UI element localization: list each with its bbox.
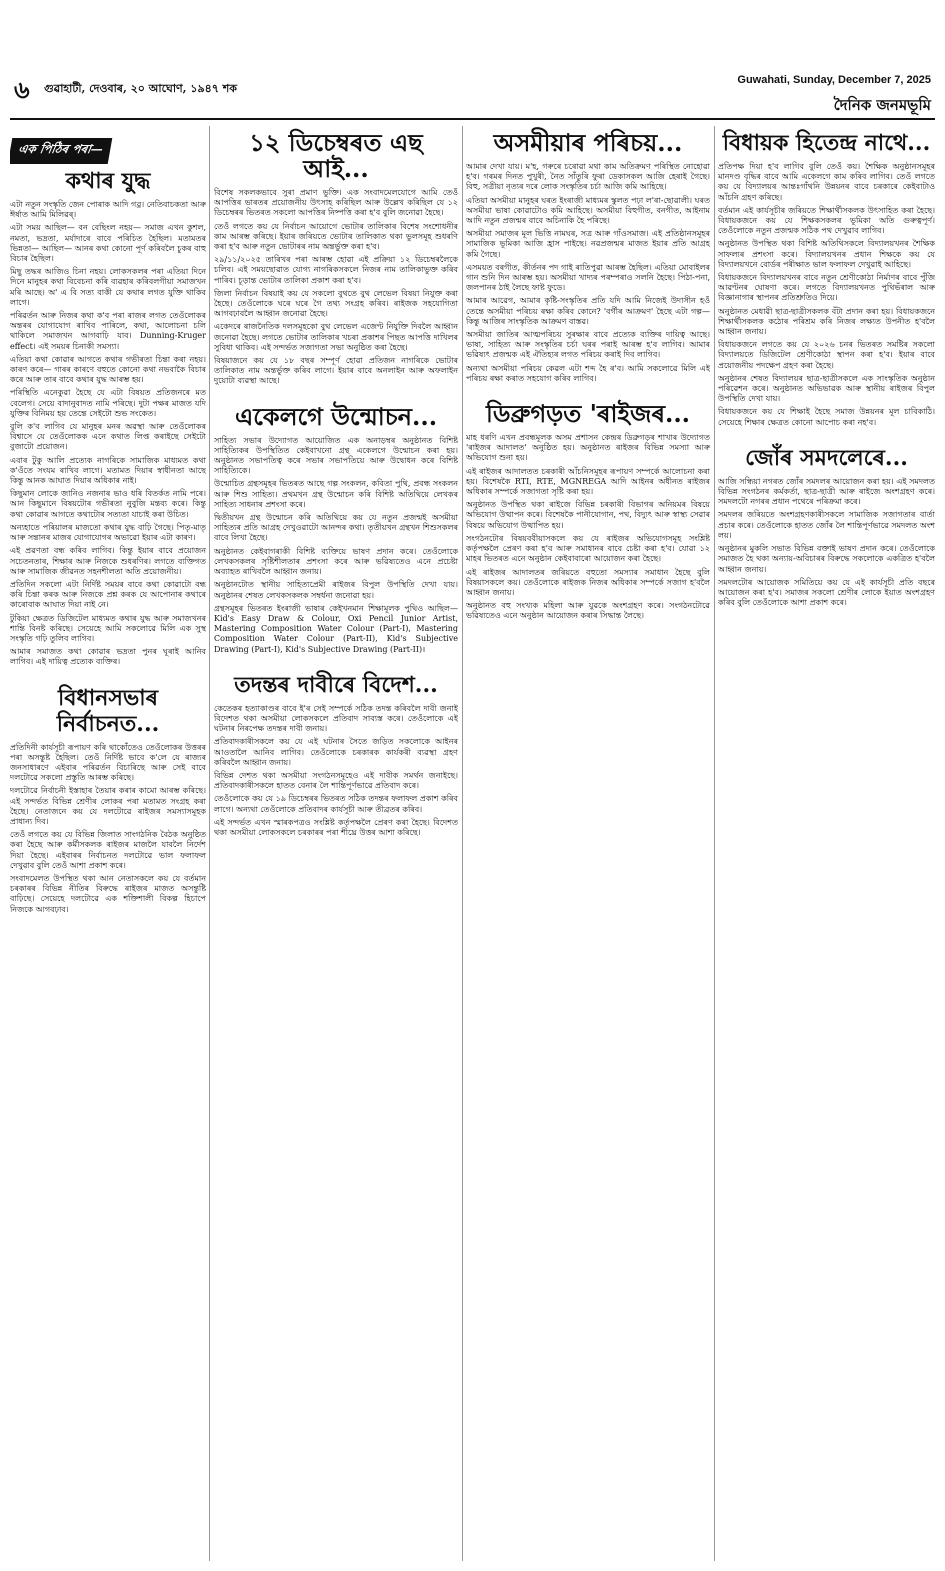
paragraph: সাহিত্য সভাৰ উদ্যোগত আয়োজিত এক অনাড়ম্বৰ অনুষ্ঠানত বিশিষ্ট সাহিত্যিকৰ উপস্থিতিত কেইবাখনো গ্ৰন্থ একেলগে উন্মোচন কৰা হয়। অনুষ্ঠানত সভাপতিত্ব কৰে সভাৰ সভাপতিয়ে আৰু উদ্বোধন কৰে বিশিষ্ট সাহিত্যিকে। bbox=[214, 435, 458, 476]
paragraph: উন্মোচিত গ্ৰন্থসমূহৰ ভিতৰত আছে গল্প সংকলন, কবিতা পুথি, প্ৰবন্ধ সংকলন আৰু শিশু সাহিত্য। প্ৰথমখন গ্ৰন্থ উন্মোচন কৰি বিশিষ্ট অতিথিয়ে লেখকৰ সাহিত্য সাধনাৰ প্ৰশংসা কৰে। bbox=[214, 479, 458, 509]
paragraph: অনুষ্ঠানৰ শেষত বিদ্যালয়ৰ ছাত্ৰ-ছাত্ৰীসকলে এক সাংস্কৃতিক অনুষ্ঠান পৰিৱেশন কৰে। অনুষ্ঠানত অভিভাৱক আৰু স্থানীয় ৰাইজৰ বিপুল উপস্থিতি দেখা যায়। bbox=[718, 373, 935, 404]
paragraph: এতিয়া কথা কোৱাৰ আগতে কথাৰ গভীৰতা চিন্তা কৰা নহয়। কাৰণ কৰে— গাৰৰ কাৰণে বহুতে কোনো কথা নভবাকৈ বিচাৰ কৰে আৰু তাৰ বাবে কথাৰ যুদ্ধ আৰম্ভ হয়। bbox=[10, 354, 206, 385]
paragraph: মাহ ধৰণি এখন প্ৰবন্ধমূলক অসম প্ৰশাসন কেন্দ্ৰৰ ডিব্ৰুগড়ৰ শাখাৰ উদ্যোগত 'ৰাইজৰ আদালত' অনুষ্ঠিত হয়। অনুষ্ঠানত ৰাইজৰ বিভিন্ন সমস্যা আৰু অভিযোগ শুনা হয়। bbox=[466, 433, 710, 463]
paragraph: অসমীয়া সমাজৰ মূল ভিত্তি নামঘৰ, সত্ৰ আৰু গাঁওসমাজ। এই প্ৰতিষ্ঠানসমূহৰ সামাজিক ভূমিকা আজি হ্ৰাস পাইছে। নৱপ্ৰজন্মৰ মাজত ইয়াৰ প্ৰতি আগ্ৰহ কমি গৈছে। bbox=[466, 229, 710, 259]
paragraph: এটা সময় আছিল— বন বেছিংল নহয়— সমাজ এখন কুশল, নমতা, ভদ্ৰতা, মৰ্যাদাৰে বাবে পৰিচিত হৈছিল। মতামতৰ ভিন্নতা— আছিল— আনৰ কথা কোনো পূৰ্ণ কৰিবলৈ চুকৰ বাহু বিচাৰ হৈছিল। bbox=[10, 223, 206, 264]
dateline-right: Guwahati, Sunday, December 7, 2025 bbox=[737, 74, 931, 86]
column-4 bbox=[718, 126, 935, 1561]
paragraph: এই ৰাইজৰ আদালতৰ জৰিয়তে বহুতো সমস্যাৰ সমাধান হৈছে বুলি বিষয়াসকলে কয়। তেওঁলোকে ৰাইজক নিজৰ অধিকাৰ সম্পৰ্কে সজাগ হ'বলৈ আহ্বান জনায়। bbox=[466, 567, 710, 597]
paragraph: অন্যথা অসমীয়া পৰিচয় কেৱল এটা শব্দ হৈ ৰ'ব। আমি সকলোৱে মিলি এই পৰিচয় ৰক্ষা কৰাত সহযোগ কৰিব লাগিব। bbox=[466, 363, 710, 383]
masthead bbox=[10, 70, 935, 120]
paragraph: অনুষ্ঠানত উপস্থিত থকা ৰাইজে বিভিন্ন চৰকাৰী বিভাগৰ অনিয়মৰ বিষয়ে অভিযোগ উত্থাপন কৰে। বিশেষকৈ পানীযোগান, পথ, বিদ্যুৎ আৰু স্বাস্থ্য সেৱাৰ বিষয়ে অভিযোগ উত্থাপিত হয়। bbox=[466, 500, 710, 530]
paragraph: একেদৰে ৰাজনৈতিক দলসমূহকো বুথ লেভেল এজেণ্ট নিযুক্তি দিবলৈ আহ্বান জনোৱা হৈছে। লগতে ভোটাৰ তালিকাৰ খচৰা প্ৰকাশৰ পিছত আপত্তি দাখিলৰ সুবিধা থাকিব। এই সন্দৰ্ভত সজাগতা সভা অনুষ্ঠিত কৰা হৈছে। bbox=[214, 322, 458, 352]
paragraph: সমদলৰ জৰিয়তে অংশগ্ৰহণকাৰীসকলে সামাজিক সজাগতাৰ বাৰ্তা প্ৰচাৰ কৰে। তেওঁলোকে হাতত জোঁৰ লৈ শান্তিপূৰ্ণভাৱে সমদলত অংশ লয়। bbox=[718, 510, 935, 540]
paragraph: বিধায়কজনে কয় যে শিক্ষাই হৈছে সমাজ উন্নয়নৰ মূল চাবিকাঠি। সেয়েহে শিক্ষাৰ ক্ষেত্ৰত কোনো আপোচ কৰা নহ'ব। bbox=[718, 407, 935, 427]
paragraph: অসমীয়া জাতিৰ আত্মপৰিচয় সুৰক্ষাৰ বাবে প্ৰত্যেক ব্যক্তিৰ দায়িত্ব আছে। ভাষা, সাহিত্য আৰু সংস্কৃতিৰ চৰ্চা ঘৰৰ পৰাই আৰম্ভ হ'ব লাগিব। আমাৰ ভৱিষ্যৎ প্ৰজন্মক এই ঐতিহ্যৰ লগত পৰিচয় কৰাই দিব লাগিব। bbox=[466, 330, 710, 360]
paragraph: আজি সন্ধিয়া নগৰত জোঁৰ সমদলৰ আয়োজন কৰা হয়। এই সমদলত বিভিন্ন সংগঠনৰ কৰ্মকৰ্তা, ছাত্ৰ-ছাত্ৰী আৰু ৰাইজে অংশগ্ৰহণ কৰে। সমদলটো নগৰৰ প্ৰধান পথেৰে পৰিক্ৰমা কৰে। bbox=[718, 476, 935, 507]
column-divider bbox=[462, 126, 463, 1561]
paragraph: সংবাদমেলত উপস্থিত থকা আন নেতাসকলে কয় যে বৰ্তমান চৰকাৰৰ বিভিন্ন নীতিৰ বিৰুদ্ধে ৰাইজৰ মাজত অসন্তুষ্টি বাঢ়িছে। সেয়েহে দলটোৱে এক শক্তিশালী বিকল্প হিচাপে নিজকে আগবঢ়াব। bbox=[10, 873, 206, 914]
paragraph: কেতেকৰ হত্যাকাণ্ডৰ বাবে ই'ৰ সেই সম্পৰ্কে সঠিক তদন্ত কৰিবলৈ দাবী জনাই বিদেশত থকা অসমীয়া লোকসকলে প্ৰতিবাদ সাব্যস্ত কৰে। তেওঁলোকে এই ঘটনাৰ নিৰপেক্ষ তদন্তৰ দাবী জনায়। bbox=[214, 703, 458, 734]
article-title: বিধায়ক হিতেন্দ্ৰ নাথে... bbox=[722, 130, 931, 156]
paragraph: বুলি ক'ব লাগিব যে মানুহৰ মনৰ অৱস্থা আৰু তেওঁলোকৰ বিশ্বাসে যে তেওঁলোকক এনে কথাত লিপ্ত কৰাইছে সেইটো বুজাটো প্ৰয়োজন। bbox=[10, 422, 206, 452]
paragraph: এই সন্দৰ্ভত এখন স্মাৰকপত্ৰও সংশ্লিষ্ট কৰ্তৃপক্ষলৈ প্ৰেৰণ কৰা হৈছে। বিদেশত থকা অসমীয়া লোকসকলে চৰকাৰৰ পৰা শীঘ্ৰে উত্তৰ আশা কৰিছে। bbox=[214, 817, 458, 837]
article-body bbox=[466, 162, 710, 384]
paragraph: বিষয়াজনে কয় যে ১৮ বছৰ সম্পূৰ্ণ হোৱা প্ৰতিজন নাগৰিকে ভোটাৰ তালিকাত নাম অন্তৰ্ভুক্ত কৰিব লাগে। ইয়াৰ বাবে অনলাইন আৰু অফলাইন দুয়োটা ব্যৱস্থা আছে। bbox=[214, 356, 458, 386]
paragraph: সমদলটোৰ আয়োজক সমিতিয়ে কয় যে এই কাৰ্যসূচী প্ৰতি বছৰে আয়োজন কৰা হ'ব। সমাজৰ সকলো শ্ৰেণীৰ লোকে ইয়াত অংশগ্ৰহণ কৰিব বুলি তেওঁলোকে আশা প্ৰকাশ কৰে। bbox=[718, 577, 935, 608]
column-1 bbox=[10, 126, 206, 1561]
article-title: কথাৰ যুদ্ধ bbox=[65, 168, 151, 194]
paragraph: বৰ্তমান এই কাৰ্যসূচীৰ জৰিয়তে শিক্ষাৰ্থীসকলক উৎসাহিত কৰা হৈছে। বিধায়কজনে কয় যে শিক্ষকসকলৰ ভূমিকা অতি গুৰুত্বপূৰ্ণ। তেওঁলোকে নতুন প্ৰজন্মক সঠিক পথ দেখুৱাব লাগিব। bbox=[718, 205, 935, 236]
paragraph: টুকিয়া ক্ষেত্ৰত ডিজিটেল মাধ্যমত কথাৰ যুদ্ধ আৰু সমাজখনৰ শান্তি বিনষ্ট কৰিছে। সেয়েহে আমি সকলোৱে মিলি এক সুস্থ সংস্কৃতি গঢ়ি তুলিব লাগিব। bbox=[10, 613, 206, 643]
paragraph: তেওঁলোকে কয় যে ১৯ ডিচেম্বৰৰ ভিতৰত সঠিক তদন্তৰ ফলাফল প্ৰকাশ কৰিব লাগে। অন্যথা তেওঁলোকে প্ৰতিবাদৰ কাৰ্যসূচী আৰু তীব্ৰতৰ কৰিব। bbox=[214, 794, 458, 814]
paragraph: অনুষ্ঠানত বহু সংখ্যক মহিলা আৰু যুৱকে অংশগ্ৰহণ কৰে। সংগঠনটোৱে ভৱিষ্যতেও এনে অনুষ্ঠান আয়োজন কৰাৰ সিদ্ধান্ত লৈছে। bbox=[466, 601, 710, 621]
article-title: ১২ ডিচেম্বৰত এছ আই... bbox=[249, 128, 423, 183]
paragraph: এই প্ৰৱণতা বন্ধ কৰিব লাগিব। কিন্তু ইয়াৰ বাবে প্ৰয়োজন সচেতনতাৰ, শিক্ষাৰ আৰু নিজকে শুধৰণিৰ। লগতে ব্যক্তিগত আৰু সামাজিক জীৱনত সহনশীলতা অতি প্ৰয়োজনীয়। bbox=[10, 546, 206, 576]
column-2 bbox=[214, 126, 458, 1561]
paragraph: এটা নতুন সংস্কৃতি জেন পোৰাক আদি গৱ্ৰ। নেতিবাচকতা আৰু ঈৰ্ষাত আমি মিলিৱৰ্। bbox=[10, 200, 206, 220]
article-body bbox=[214, 188, 458, 387]
article-body bbox=[10, 200, 206, 668]
paragraph: এসময়ত বৰগীত, কীৰ্তনৰ পদ গাই ৰাতিপুৱা আৰম্ভ হৈছিল। এতিয়া মোবাইলৰ গান শুনি দিন আৰম্ভ হয়। অসমীয়া খাদ্যৰ পৰম্পৰাও সলনি হৈছে। পিঠা-পনা, জলপানৰ ঠাই লৈছে ফাষ্ট ফুডে। bbox=[466, 262, 710, 293]
paragraph: বিশেষ সকলকভাবে সুৰা প্ৰমাণ ভুক্তি। এক সংবাদমেলযোগে আমি তেওঁ আপত্তিৰ ভাৰতৰ প্ৰয়োজনীয় উৎসাহ কৰিছিল আৰু উল্লেখ কৰিছিল যে ১২ ডিচেম্বৰৰ ভিতৰত সকলো আপত্তিৰ নিষ্পত্তি কৰা হ'ব বুলি জনোৱা হৈছে। bbox=[214, 188, 458, 218]
paper-name: দৈনিক জনমভূমি bbox=[833, 96, 931, 114]
paragraph: অনুষ্ঠানত কেইবাগৰাকী বিশিষ্ট ব্যক্তিয়ে ভাষণ প্ৰদান কৰে। তেওঁলোকে লেখকসকলৰ সৃষ্টিশীলতাৰ প্ৰশংসা কৰে আৰু ভৱিষ্যতেও এনে প্ৰচেষ্টা অব্যাহত ৰাখিবলৈ আহ্বান জনায়। bbox=[214, 546, 458, 577]
paragraph: তেওঁ লগতে কয় যে বিভিন্ন জিলাত সাংগঠনিক বৈঠক অনুষ্ঠিত কৰা হৈছে আৰু কৰ্মীসকলক ৰাইজৰ মাজলৈ যাবলৈ নিৰ্দেশ দিয়া হৈছে। এইবাৰৰ নিৰ্বাচনত দলটোৱে ভাল ফলাফল দেখুৱাব বুলি তেওঁ আশা প্ৰকাশ কৰে। bbox=[10, 830, 206, 870]
section-label: এক পিঠিৰ পৰা— bbox=[10, 138, 113, 164]
paragraph: অন্যহাতে পৰিয়ালৰ মাজতো কথাৰ যুদ্ধ বাঢ়ি গৈছে। পিতৃ-মাতৃ আৰু সন্তানৰ মাজৰ যোগাযোগৰ অভাৱো ইয়াৰ এটা কাৰণ। bbox=[10, 522, 206, 543]
paragraph: এতিয়া অসমীয়া মানুহৰ ঘৰত ইংৰাজী মাধ্যমৰ স্কুলত পঢ়া ল'ৰা-ছোৱালী। ঘৰত অসমীয়া ভাষা কোৱাটোও কমি আহিছে। অসমীয়া বিহুগীত, বনগীত, আইনাম আদি নতুন প্ৰজন্মৰ বাবে অচিনাকি হৈ পৰিছে। bbox=[466, 195, 710, 226]
paragraph: প্ৰতিবাদকাৰীসকলে কয় যে এই ঘটনাৰ সৈতে জড়িত সকলোকে আইনৰ আওতালৈ আনিব লাগিব। তেওঁলোকে চৰকাৰক কাৰ্যকৰী ব্যৱস্থা গ্ৰহণ কৰিবলৈ আহ্বান জনায়। bbox=[214, 737, 458, 767]
column-divider bbox=[209, 126, 210, 1561]
paragraph: আমাৰ দেখা যায়। ম'হ, গৰুৰে চৰোৱা মথা কাম অতিক্ৰমণ পৰিস্থিত নোহোৱা হ'ব। গৰমৰ দিনত পুখুৰী, নৈত সাঁতুৰি ফুৰা ডেকাসকল আজি হেৰাই গৈছে। বিহু, সত্ৰীয়া নৃত্যৰ দৰে লোক সংস্কৃতিৰ চৰ্চা আজি কমি আহিছে। bbox=[466, 162, 710, 192]
paragraph: বিধায়কজনে বিদ্যালয়খনৰ বাবে নতুন শ্ৰেণীকোঠা নিৰ্মাণৰ বাবে পুঁজি আৱণ্টনৰ ঘোষণা কৰে। লগতে বিদ্যালয়খনত পুথিভঁৰাল আৰু বিজ্ঞানাগাৰ স্থাপনৰ প্ৰতিশ্ৰুতিও দিয়ে। bbox=[718, 273, 935, 303]
paragraph: বিধায়কজনে লগতে কয় যে ২০২৬ চনৰ ভিতৰত সমষ্টিৰ সকলো বিদ্যালয়তে ডিজিটেল শ্ৰেণীকোঠা স্থাপন কৰা হ'ব। ইয়াৰ বাবে প্ৰয়োজনীয় পদক্ষেপ গ্ৰহণ কৰা হৈছে। bbox=[718, 340, 935, 370]
article-title: ডিব্ৰুগড়ত 'ৰাইজৰ... bbox=[485, 399, 691, 429]
paragraph: অনুষ্ঠানটোত স্থানীয় সাহিত্যপ্ৰেমী ৰাইজৰ বিপুল উপস্থিতি দেখা যায়। অনুষ্ঠানৰ শেষত লেখকসকলক সম্বৰ্ধনা জনোৱা হয়। bbox=[214, 580, 458, 600]
article-body bbox=[214, 436, 458, 655]
article-title: জোঁৰ সমদলেৰে... bbox=[745, 444, 908, 471]
paragraph: অনুষ্ঠানৰ মুকলি সভাত বিভিন্ন বক্তাই ভাষণ প্ৰদান কৰে। তেওঁলোকে সমাজত হৈ থকা অন্যায়-অবিচাৰৰ বিৰুদ্ধে সকলোকে একত্ৰিত হ'বলৈ আহ্বান জনায়। bbox=[718, 544, 935, 574]
article-body bbox=[466, 433, 710, 621]
paragraph: দলটোৱে নিৰ্বাচনী ইস্তাহাৰ তৈয়াৰ কৰাৰ কামো আৰম্ভ কৰিছে। এই সন্দৰ্ভত বিভিন্ন শ্ৰেণীৰ লোকৰ পৰা মতামত সংগ্ৰহ কৰা হৈছে। নেতাজনে কয় যে দলটোৱে ৰাইজৰ সমস্যাসমূহক প্ৰাধান্য দিব। bbox=[10, 786, 206, 826]
paragraph: অনুষ্ঠানত মেধাৱী ছাত্ৰ-ছাত্ৰীসকলক বঁটা প্ৰদান কৰা হয়। বিধায়কজনে শিক্ষাৰ্থীসকলক কঠোৰ পৰিশ্ৰম কৰি নিজৰ লক্ষ্যত উপনীত হ'বলৈ আহ্বান জনায়। bbox=[718, 306, 935, 337]
column-3 bbox=[466, 126, 710, 1561]
dateline-left: গুৱাহাটী, দেওবাৰ, ২০ আঘোণ, ১৯৪৭ শক bbox=[44, 82, 237, 95]
paragraph: পৰিস্থিতি এনেকুৱা হৈছে যে এটা বিষয়ত প্ৰতিজনৰে মত বেলেগ। সেয়ে বাদানুবাদত নামি পৰিছে। দুটা পক্ষৰ মাজত যদি যুক্তিৰ বিনিময় হয় তেন্তে সেইটো শুভ সংকেত। bbox=[10, 388, 206, 418]
paragraph: আমাৰ সমাজত কথা কোৱাৰ ভদ্ৰতা পুনৰ ঘূৰাই আনিব লাগিব। এই দায়িত্ব প্ৰত্যেক ব্যক্তিৰ। bbox=[10, 647, 206, 667]
article-body bbox=[10, 743, 206, 915]
article-body bbox=[214, 704, 458, 838]
paragraph: সংগঠনটোৰ বিষয়ববীয়াসকলে কয় যে ৰাইজৰ অভিযোগসমূহ সংশ্লিষ্ট কৰ্তৃপক্ষলৈ প্ৰেৰণ কৰা হ'ব আৰু সমাধানৰ বাবে চেষ্টা কৰা হ'ব। যোৱা ১২ মাহৰ ভিতৰত এনে অনুষ্ঠান কেইবাবাৰো আয়োজন কৰা হৈছে। bbox=[466, 533, 710, 564]
article-title: একেলগে উন্মোচন... bbox=[234, 401, 438, 431]
paragraph: এই ৰাইজৰ আদালতত চৰকাৰী আঁচনিসমূহৰ ৰূপায়ণ সম্পৰ্কে আলোচনা কৰা হয়। বিশেষকৈ RTI, RTE, MGNREGA আদি আইনৰ অধীনত ৰাইজৰ অধিকাৰ সম্পৰ্কে সজাগতা সৃষ্টি কৰা হয়। bbox=[466, 466, 710, 497]
paragraph: এবাৰ টুকু আলি প্ৰত্যেক নাগৰিকে সামাজিক মাধ্যমত কথা ক'ওঁতে সংযম ৰাখিব লাগে। মতামত দিয়াৰ স্বাধীনতা আছে কিন্তু আনক আঘাত দিয়াৰ অধিকাৰ নাই। bbox=[10, 455, 206, 486]
paragraph: তেওঁ লগতে কয় যে নিৰ্বাচন আয়োগে ভোটাৰ তালিকাৰ বিশেষ সংশোধনীৰ কাম আৰম্ভ কৰিছে। ইয়াৰ জৰিয়তে ভোটাৰ তালিকাত থকা ভুলসমূহ শুধৰণি কৰা হ'ব আৰু নতুন ভোটাৰৰ নাম অন্তৰ্ভুক্ত কৰা হ'ব। bbox=[214, 221, 458, 252]
paragraph: পৰিৱৰ্তন আৰু নিজৰ কথা ক'ব পৰা ৰাজৰ লগত তেওঁলোকৰ অন্তৰৰ যোগাযোগ ৰাখিব পাৰিলে, কথা, আলোচনা চলি থাকিলে সমাজখন আগবাঢ়ি যাব। Dunning-Kruger effect। এই সময়ৰ চিনাকী সমস্যা। bbox=[10, 311, 206, 351]
paragraph: প্ৰতিদিন সকলো এটা নিৰ্দিষ্ট সময়ৰ বাবে কথা কোৱাটো বন্ধ কৰি চিন্তা কৰক আৰু নিজকে প্ৰশ্ন কৰক যে আপোনাৰ কথাৰে কাৰোবাক আঘাত দিয়া নাই নে। bbox=[10, 579, 206, 610]
paragraph: দ্বিতীয়খন গ্ৰন্থ উন্মোচন কৰি অতিথিয়ে কয় যে নতুন প্ৰজন্মই অসমীয়া সাহিত্যৰ প্ৰতি আগ্ৰহ দেখুওৱাটো আনন্দৰ কথা। তৃতীয়খন গ্ৰন্থখন শিশুসকলৰ বাবে লিখা হৈছে। bbox=[214, 513, 458, 543]
paragraph: মিছু তদ্ধৰ আজিও চিনা নহয়। লোকসকলৰ পৰা এতিয়া দিনে দিনে মানুহৰ কথা বিবেচনা কৰি ব্যৱহাৰ কৰিবলগীয়া সমাজখন মৰি আছে। অ' এ বি সত্য বাকী যে কথাৰ লগত যুক্তি থাকিব লাগে। bbox=[10, 267, 206, 307]
paragraph: বিভিন্ন দেশত থকা অসমীয়া সংগঠনসমূহেও এই দাবীক সমৰ্থন জনাইছে। প্ৰতিবাদকাৰীসকলে হাতত বেনাৰ লৈ শান্তিপূৰ্ণভাৱে প্ৰতিবাদ কৰে। bbox=[214, 770, 458, 791]
paragraph: কিছুমান লোকে জানিও নজনাৰ ভাও ধৰি বিতৰ্কত নামি পৰে। আন কিছুমানে বিষয়টোৰ গভীৰতা নুবুজি মন্তব্য কৰে। কিন্তু কথা কোৱাৰ আগতে কথাটোৰ সত্যতা যাচাই কৰা উচিত। bbox=[10, 489, 206, 519]
paragraph: গ্ৰন্থসমূহৰ ভিতৰত ইংৰাজী ভাষাৰ কেইখনমান শিক্ষামূলক পুথিও আছিল— Kid's Easy Draw & Colour, Oxi Pencil Junior Artist, Mastering Composition Water Colour (Part-I), Mastering Composition Water Colour (Part-II), Kid's Subjective Drawing (Part-I), Kid's Subjective Drawing (Part-II)। bbox=[214, 603, 458, 654]
paragraph: প্ৰতিদিনী কাৰ্যসূচী ৰূপায়ণ কৰি থাকোঁতেও তেওঁলোকৰ উত্তৰৰ পৰা অসন্তুষ্ট হৈছিল। তেওঁ নিৰ্দিষ্ট ভাবে ক'লে যে ৰাজ্যৰ জনসাধাৰণে এইবাৰ পৰিৱৰ্তন বিচাৰিছে আৰু সেই বাবে দলটোৱে সকলো প্ৰস্তুতি আৰম্ভ কৰিছে। bbox=[10, 742, 206, 783]
paragraph: ২৯/১১/২০২৫ তাৰিখৰ পৰা আৰম্ভ হোৱা এই প্ৰক্ৰিয়া ১২ ডিচেম্বৰলৈকে চলিব। এই সময়ছোৱাত যোগ্য নাগৰিকসকলে নিজৰ নাম তালিকাভুক্ত কৰিব পাৰিব। চূড়ান্ত ভোটাৰ তালিকা প্ৰকাশ কৰা হ'ব। bbox=[214, 255, 458, 285]
article-title: বিধানসভাৰ নিৰ্বাচনত... bbox=[56, 684, 160, 737]
paragraph: আমাৰ আৱেগ, আমাৰ কৃষ্টি-সংস্কৃতিৰ প্ৰতি যদি আমি নিজেই উদাসীন হওঁ তেন্তে অসমীয়া পৰিচয় ৰক্ষা কৰিব কোনে? 'বৰ্গীৰ আক্ৰমণ' হৈছে এটা গল্প— কিন্তু আজিৰ সাংস্কৃতিক আক্ৰমণ বাস্তৱ। bbox=[466, 296, 710, 326]
article-body bbox=[718, 477, 935, 608]
paragraph: অনুষ্ঠানত উপস্থিত থকা বিশিষ্ট অতিথিসকলে বিদ্যালয়খনৰ শৈক্ষিক সাফল্যৰ প্ৰশংসা কৰে। বিদ্যালয়খনৰ প্ৰধান শিক্ষকে কয় যে বিদ্যালয়খনে বোৰ্ডৰ পৰীক্ষাত ভাল ফলাফল দেখুৱাই আহিছে। bbox=[718, 239, 935, 269]
article-title: অসমীয়াৰ পৰিচয়... bbox=[493, 128, 683, 157]
paragraph: জিলা নিৰ্বাচন বিষয়াই কয় যে সকলো বুথতে বুথ লেভেল বিষয়া নিযুক্ত কৰা হৈছে। তেওঁলোকে ঘৰে ঘৰে গৈ তথ্য সংগ্ৰহ কৰিব। ৰাইজক সহযোগিতা আগবঢ়াবলৈ আহ্বান জনোৱা হৈছে। bbox=[214, 288, 458, 319]
article-title: তদন্তৰ দাবীৰে বিদেশ... bbox=[234, 671, 438, 698]
paragraph: প্ৰতিপক্ষ দিয়া হ'ব লাগিব বুলি তেওঁ কয়। শৈক্ষিক অনুষ্ঠানসমূহৰ মানদণ্ড বৃদ্ধিৰ বাবে আমি একেলগে কাম কৰিব লাগিব। তেওঁ লগতে কয় যে বিদ্যালয়ৰ আন্তঃগাঁথনি উন্নয়নৰ বাবে চৰকাৰে কেইবাটাও আঁচনি গ্ৰহণ কৰিছে। bbox=[718, 162, 935, 202]
page-number: ৬ bbox=[14, 75, 30, 104]
column-divider bbox=[714, 126, 715, 1561]
article-body bbox=[718, 162, 935, 428]
